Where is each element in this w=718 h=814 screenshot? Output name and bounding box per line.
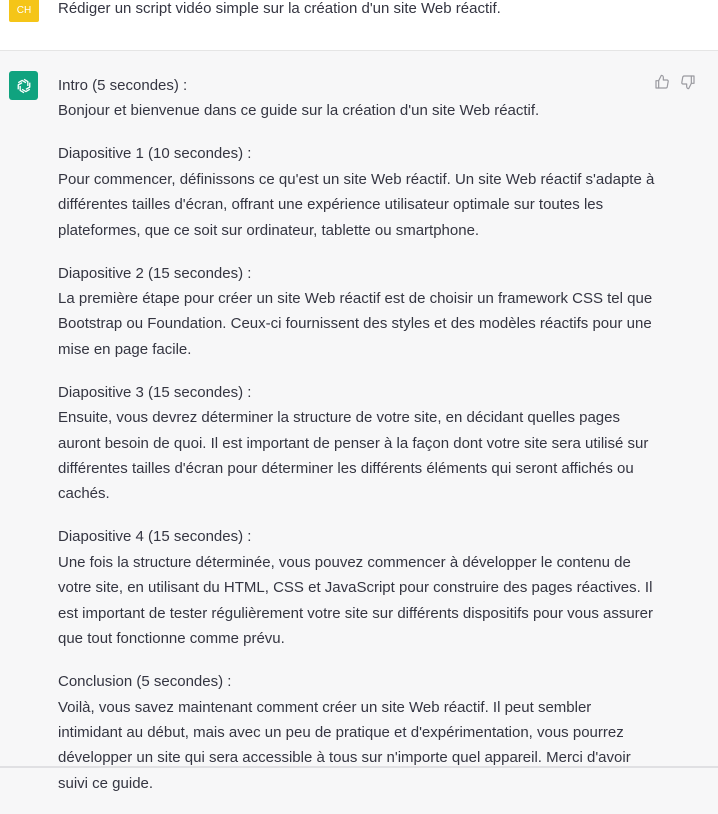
section-heading: Diapositive 1 (10 secondes) :: [58, 145, 252, 163]
section-body: Pour commencer, définissons ce qu'est un site Web réactif. Un site Web réactif s'adapte à différentes tailles d'écran, offrant une expérience utilisateur optimale sur toutes les plateformes, que ce soit sur ordinateur, tablette ou smartphone.: [58, 170, 655, 239]
script-section: [58, 380, 658, 507]
user-message-text: Rédiger un script vidéo simple sur la création d'un site Web réactif.: [58, 0, 501, 17]
section-body: Bonjour et bienvenue dans ce guide sur la création d'un site Web réactif.: [58, 102, 540, 120]
user-avatar: CH: [9, 0, 39, 22]
script-section: [58, 669, 658, 796]
script-section: [58, 261, 658, 363]
openai-logo-icon: [14, 76, 34, 96]
script-section: [58, 141, 658, 243]
section-heading: Conclusion (5 secondes) :: [58, 673, 232, 691]
thumbs-down-icon: [680, 74, 696, 90]
assistant-avatar: [9, 71, 38, 100]
section-heading: Diapositive 2 (15 secondes) :: [58, 264, 252, 282]
section-body: Une fois la structure déterminée, vous pouvez commencer à développer le contenu de votre site, en utilisant du HTML, CSS et JavaScript pour construire des pages réactives. Il est important de tester régulièrement votre site sur différents dispositifs pour vous assurer que tout fonctionne comme prévu.: [58, 553, 653, 648]
thumbs-down-button[interactable]: [680, 74, 696, 90]
section-body: Ensuite, vous devrez déterminer la structure de votre site, en décidant quelles pages auront besoin de quoi. Il est important de penser à la façon dont votre site sera utilisé sur différentes tailles d'écran pour déterminer les différents éléments qui seront affichés ou cachés.: [58, 409, 649, 503]
section-body: Voilà, vous savez maintenant comment créer un site Web réactif. Il peut sembler intimidant au début, mais avec un peu de pratique et d'expérimentation, vous pourrez développer un site qui sera accessible à tous sur n'importe quel appareil. Merci d'avoir suivi ce guide.: [58, 698, 631, 792]
script-section: [58, 73, 658, 124]
section-heading: Diapositive 3 (15 secondes) :: [58, 383, 252, 401]
user-message-row: [0, 0, 718, 51]
assistant-message-content: [58, 73, 658, 814]
section-heading: Intro (5 secondes) :: [58, 77, 188, 94]
section-body: La première étape pour créer un site Web réactif est de choisir un framework CSS tel que Bootstrap ou Foundation. Ceux-ci fournissent des styles et des modèles réactifs pour une mise en page facile.: [58, 290, 653, 358]
script-section: [58, 524, 658, 651]
section-heading: Diapositive 4 (15 secondes) :: [58, 528, 252, 546]
